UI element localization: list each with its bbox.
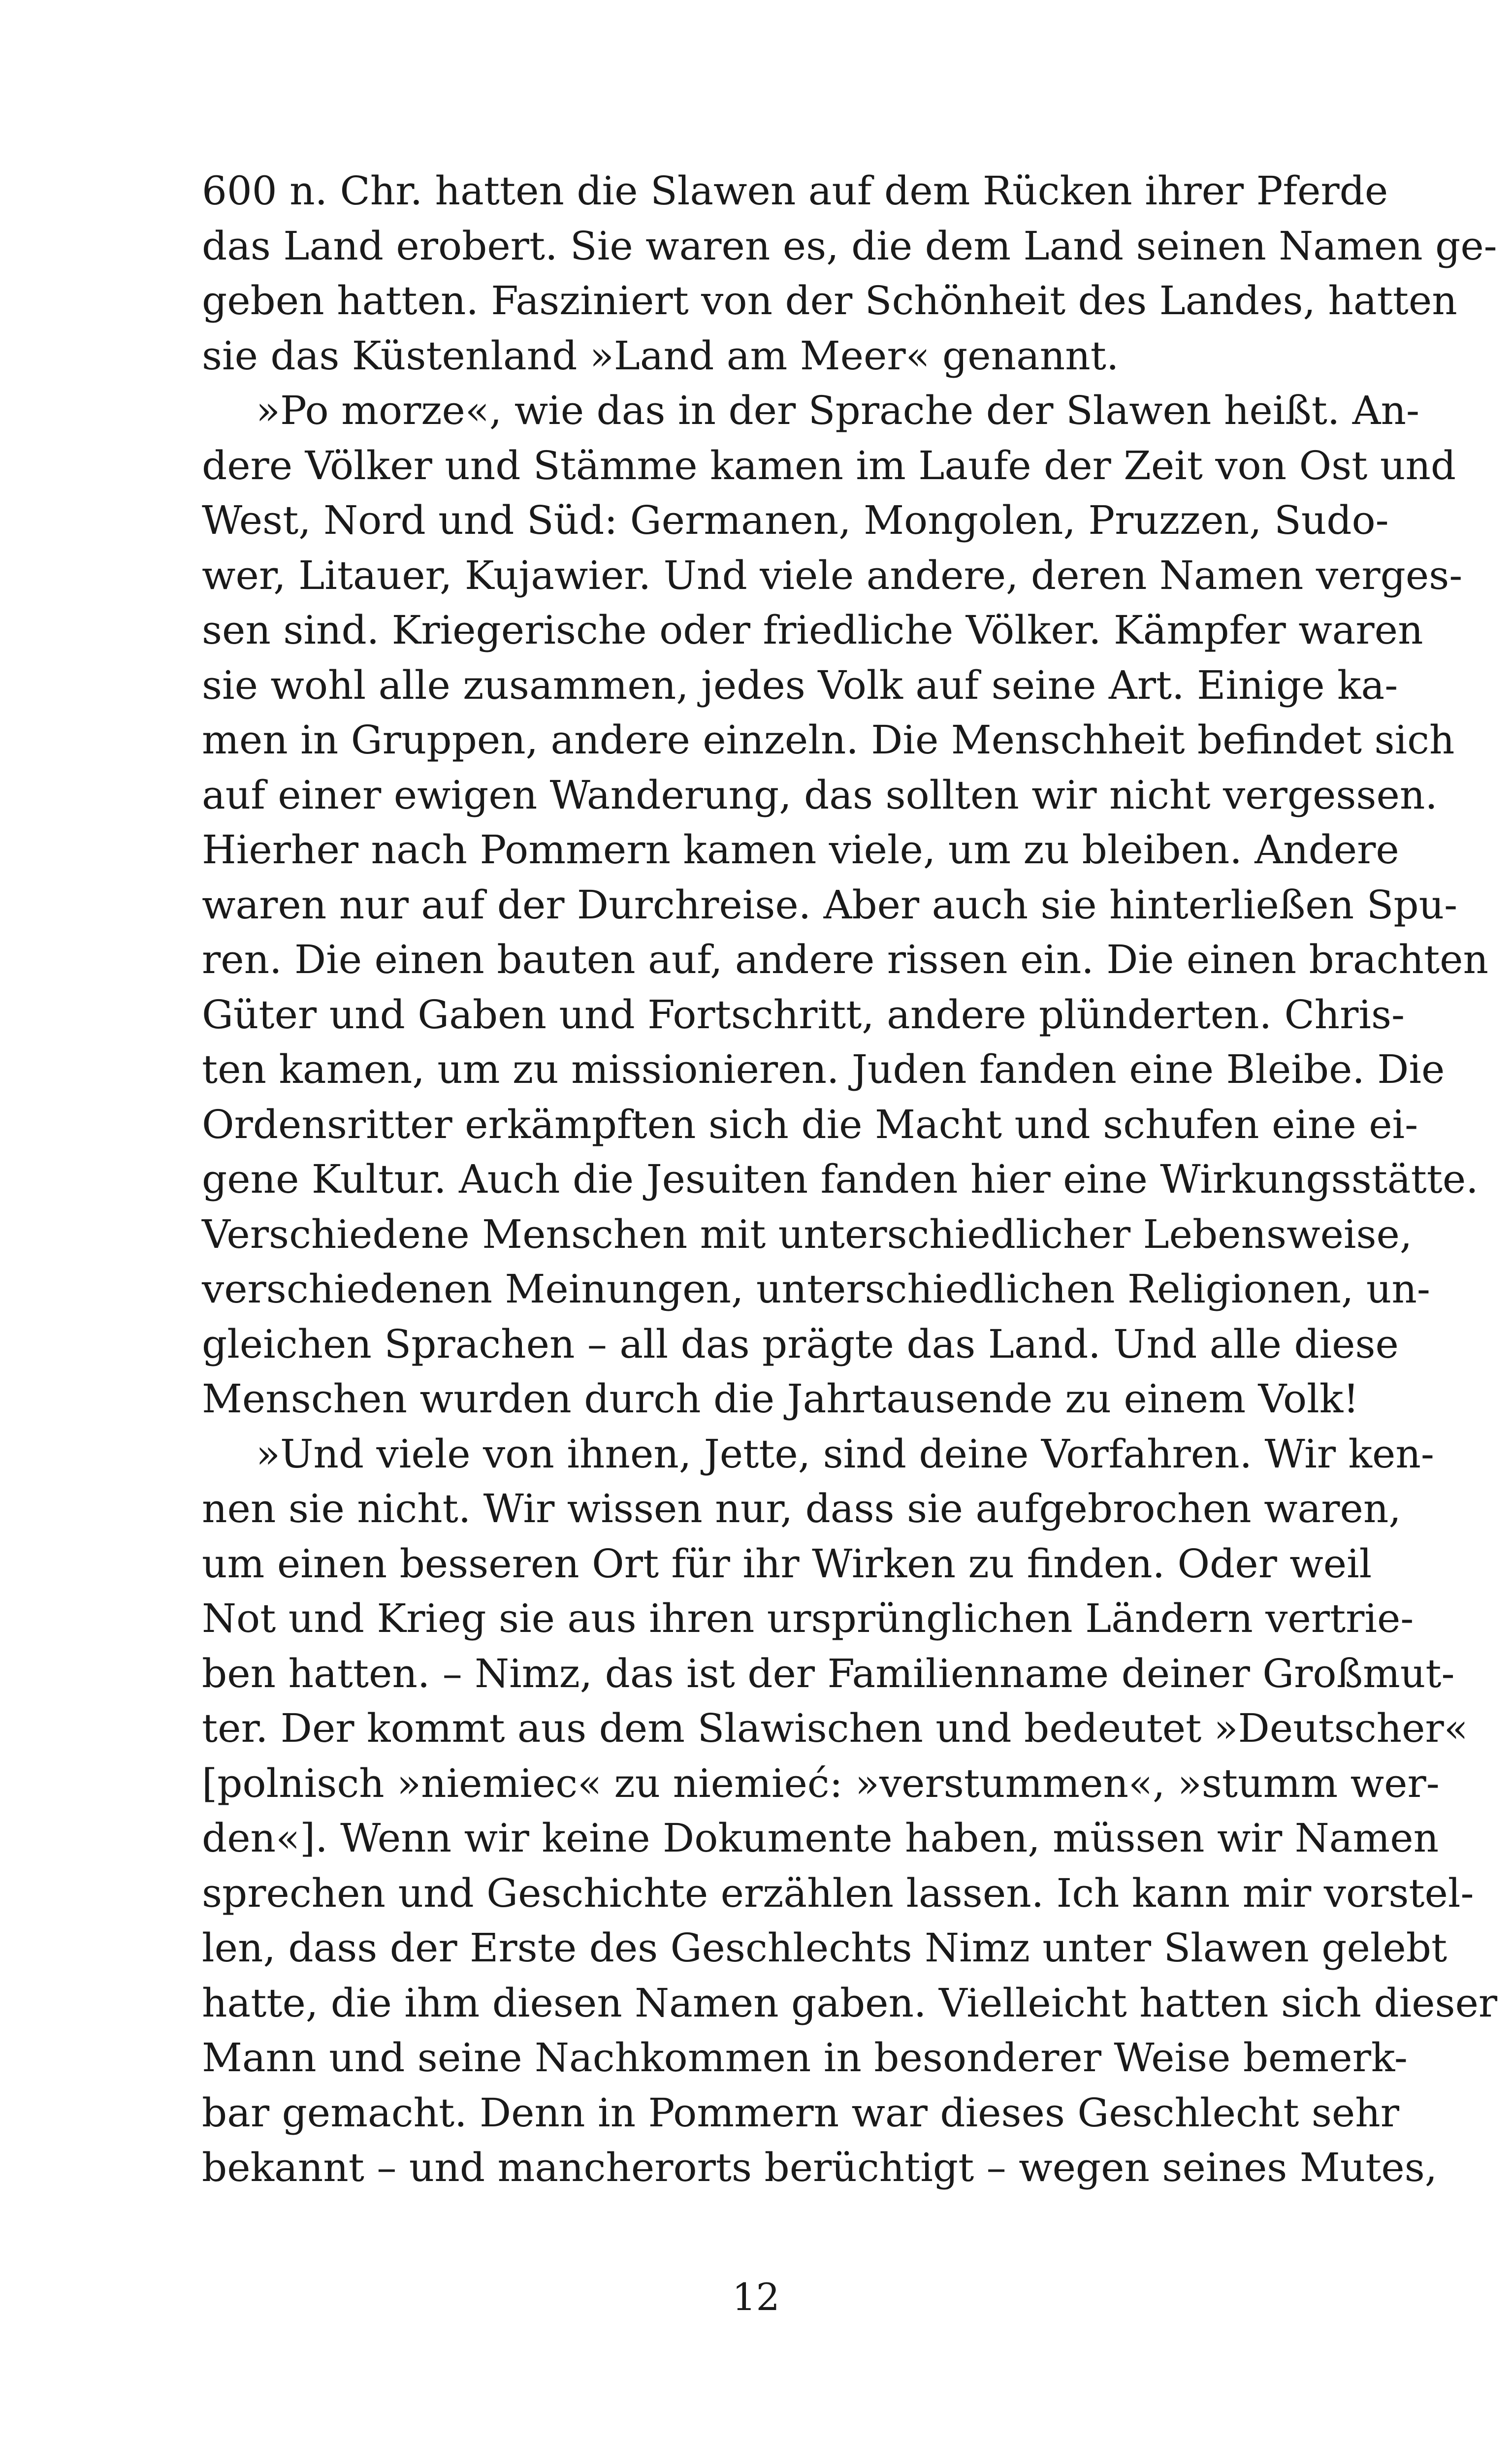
text-line: sen sind. Kriegerische oder friedliche Völker. Kämpfer waren <box>202 607 1423 653</box>
text-line: Not und Krieg sie aus ihren ursprünglichen Ländern vertrie- <box>202 1596 1414 1641</box>
text-line: hatte, die ihm diesen Namen gaben. Vielleicht hatten sich dieser <box>202 1980 1498 2026</box>
body-text <box>202 163 1498 2195</box>
text-line: geben hatten. Fasziniert von der Schönheit des Landes, hatten <box>202 278 1457 324</box>
text-line: verschiedenen Meinungen, unterschiedlichen Religionen, un- <box>202 1266 1430 1312</box>
page-number: 12 <box>732 2275 780 2319</box>
text-line: Güter und Gaben und Fortschritt, andere plünderten. Chris- <box>202 991 1405 1038</box>
text-line: Mann und seine Nachkommen in besonderer Weise bemerk- <box>202 2035 1408 2081</box>
text-line: »Po morze«, wie das in der Sprache der Slawen heißt. An- <box>256 388 1420 433</box>
text-line: dere Völker und Stämme kamen im Laufe der Zeit von Ost und <box>202 442 1456 489</box>
text-line: ten kamen, um zu missionieren. Juden fanden eine Bleibe. Die <box>202 1046 1445 1092</box>
text-line: das Land erobert. Sie waren es, die dem Land seinen Namen ge- <box>202 223 1497 269</box>
text-line: gleichen Sprachen – all das prägte das Land. Und alle diese <box>202 1321 1399 1367</box>
text-line: West, Nord und Süd: Germanen, Mongolen, Pruzzen, Sudo- <box>202 497 1389 543</box>
text-line: sprechen und Geschichte erzählen lassen. Ich kann mir vorstel- <box>202 1870 1474 1916</box>
text-line: sie das Küstenland »Land am Meer« genannt. <box>202 332 1119 379</box>
text-line: sie wohl alle zusammen, jedes Volk auf seine Art. Einige ka- <box>202 662 1398 708</box>
text-line: Menschen wurden durch die Jahrtausende zu einem Volk! <box>202 1376 1359 1422</box>
text-line: Verschiedene Menschen mit unterschiedlicher Lebensweise, <box>202 1211 1413 1257</box>
text-line: um einen besseren Ort für ihr Wirken zu finden. Oder weil <box>202 1540 1372 1587</box>
text-line: nen sie nicht. Wir wissen nur, dass sie aufgebrochen waren, <box>202 1486 1401 1531</box>
text-line: »Und viele von ihnen, Jette, sind deine Vorfahren. Wir ken- <box>256 1431 1434 1477</box>
text-line: bar gemacht. Denn in Pommern war dieses Geschlecht sehr <box>202 2089 1400 2136</box>
text-line: Hierher nach Pommern kamen viele, um zu bleiben. Andere <box>202 827 1399 873</box>
text-line: men in Gruppen, andere einzeln. Die Menschheit befindet sich <box>202 717 1455 763</box>
text-line: wer, Litauer, Kujawier. Und viele andere, deren Namen verges- <box>202 552 1463 598</box>
text-line: ren. Die einen bauten auf, andere rissen ein. Die einen brachten <box>202 937 1489 982</box>
text-line: auf einer ewigen Wanderung, das sollten wir nicht vergessen. <box>202 772 1438 818</box>
text-line: ben hatten. – Nimz, das ist der Familienname deiner Großmut- <box>202 1650 1455 1696</box>
text-line: den«]. Wenn wir keine Dokumente haben, müssen wir Namen <box>202 1815 1439 1861</box>
text-line: waren nur auf der Durchreise. Aber auch sie hinterließen Spu- <box>202 881 1458 928</box>
text-line: len, dass der Erste des Geschlechts Nimz unter Slawen gelebt <box>202 1925 1448 1971</box>
text-line: [polnisch »niemiec« zu niemieć: »verstummen«, »stumm wer- <box>202 1760 1440 1806</box>
text-line: Ordensritter erkämpften sich die Macht und schufen eine ei- <box>202 1101 1418 1147</box>
text-line: 600 n. Chr. hatten die Slawen auf dem Rücken ihrer Pferde <box>202 168 1388 214</box>
text-line: ter. Der kommt aus dem Slawischen und bedeutet »Deutscher« <box>202 1705 1468 1751</box>
text-line: bekannt – und mancherorts berüchtigt – wegen seines Mutes, <box>202 2145 1438 2190</box>
text-line: gene Kultur. Auch die Jesuiten fanden hier eine Wirkungsstätte. <box>202 1156 1479 1202</box>
